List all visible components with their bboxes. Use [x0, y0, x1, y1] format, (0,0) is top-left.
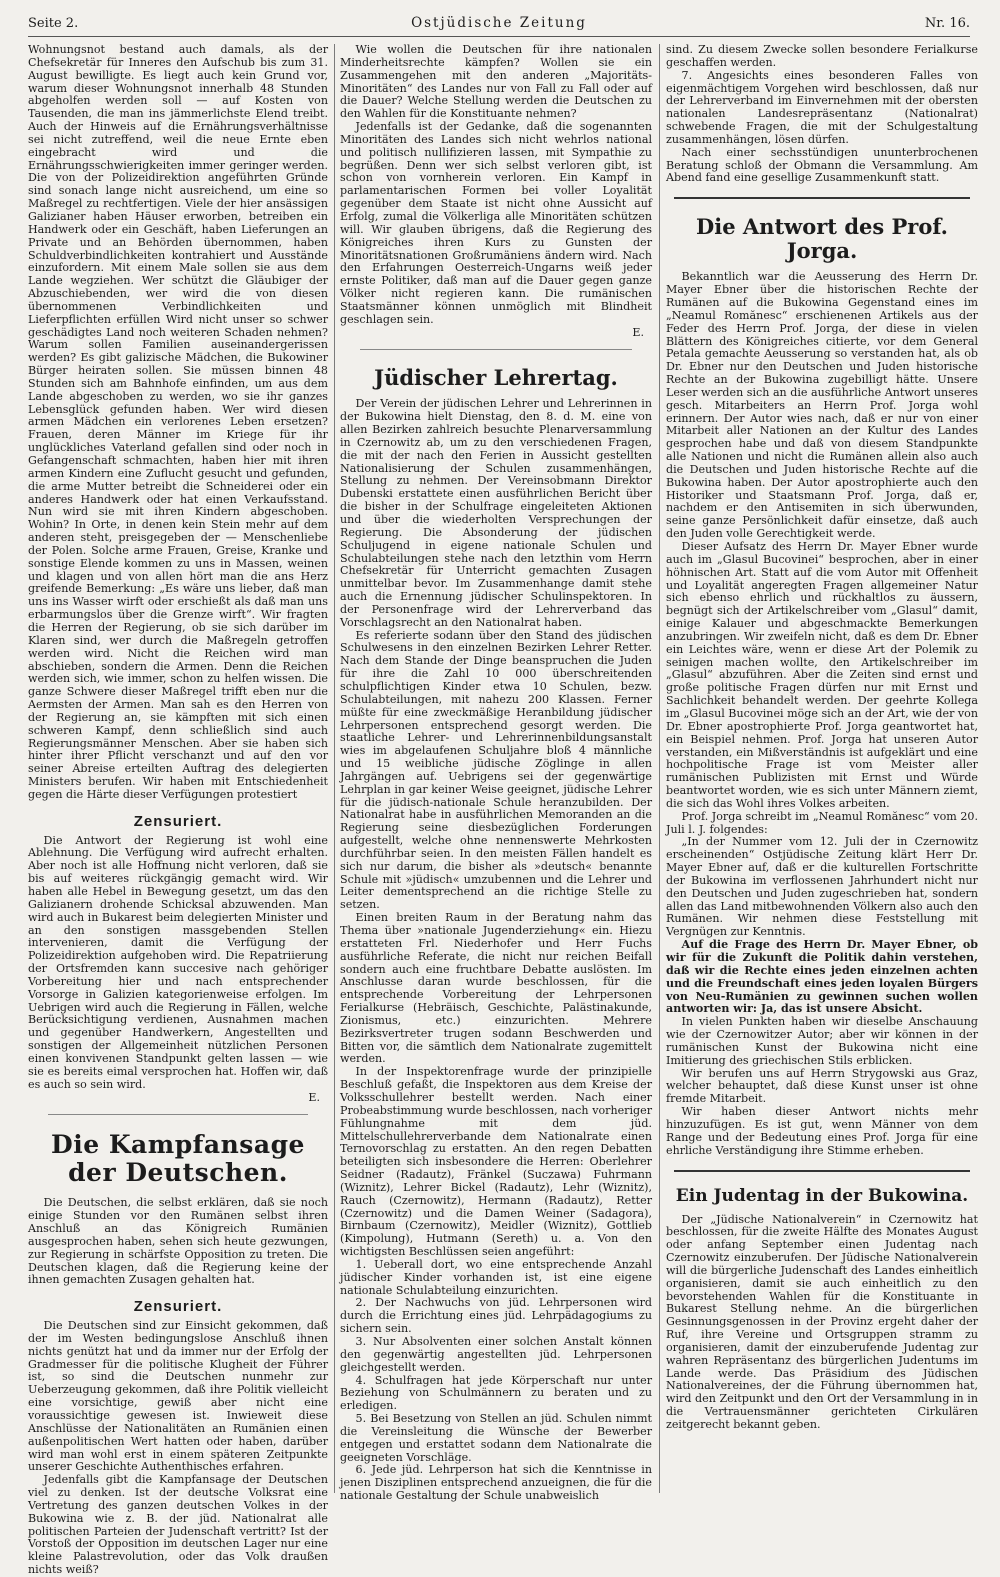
- article-headline: Die Antwort des Prof. Jorga.: [696, 214, 948, 264]
- article-paragraph: Prof. Jorga schreibt im „Neamul Romănesc“ vom 20. Juli l. J. folgendes:: [666, 809, 978, 836]
- article-paragraph: Die Antwort der Regierung ist wohl eine Ablehnung. Die Verfügung wird aufrecht erhalten. Aber noch ist alle Hoffnung nicht verloren, daß sie bis auf weiteres rückgängig gemacht wird. Wir haben alle Hebel in Bewegung gesetzt, um das den Galizianern drohende Schicksal abzuwenden. Man wird auch in Bukarest beim delegierten Minister und an den sonstigen massgebenden Stellen intervenieren, damit die Verfügung der Polizeidirektion aufgehoben wird. Die Repatriierung der Ortsfremden kann succesive nach gehöriger Vorbereitung hier und nach entsprechender Vorsorge in Galizien kategorienweise erfolgen. Im Uebrigen wird auch die Regierung in Fällen, welche Berücksichtigung verdienen, Ausnahmen machen und gegenüber Handwerkern, Angestellten und sonstigen der Allgemeinheit nützlichen Personen einen konvivenen Standpunkt gelten lassen — wie sie es bereits eimal versprochen hat. Hoffen wir, daß es auch so sein wird.: [28, 833, 328, 1091]
- column-3: [666, 44, 978, 1493]
- article-paragraph: Die Deutschen sind zur Einsicht gekommen, daß der im Westen bedingungslose Anschluß ihnen nichts genützt hat und da immer nur der Erfolg der Gradmesser für die politische Klugheit der Führer ist, so sind die Deutschen nunmehr zur Ueberzeugung gekommen, daß ihre Politik vielleicht eine vorsichtige, gewiß aber nicht eine voraussichtige gewesen ist. Inwieweit diese Anschlüsse der Nationalitäten an Rumänien einen außenpolitischen Wert hatten oder haben, darüber wird man wohl erst in einem späteren Zeitpunkte unserer Geschichte Authenthisches erfahren.: [28, 1319, 328, 1474]
- article-paragraph: Bekanntlich war die Aeusserung des Herrn Dr. Mayer Ebner über die historischen Rechte der Rumänen auf die Bukowina Gegenstand eines im „Neamul Romănesc“ erschienenen Artikels aus der Feder des Herrn Prof. Jorga, der diese in vielen Blättern des Königreiches citierte, vor dem General Petala gemachte Aeusserung so verstanden hat, als ob Dr. Ebner nur den Deutschen und Juden historische Rechte an der Bukowina zugebilligt hätte. Unsere Leser werden sich an die ausführliche Antwort unseres gesch. Mitarbeiters an Herrn Prof. Jorga wohl erinnern. Der Autor wies nach, daß er nur von einer Mitarbeit aller Nationen an der Kultur des Landes gesprochen habe und daß von diesem Standpunkte alle Nationen und nicht die Rumänen allein also auch die Deutschen und Juden historische Rechte auf die Bukowina haben. Der Autor apostrophierte auch den Historiker und Staatsmann Prof. Jorga, daß er, nachdem er den Antisemiten in sich überwunden, seine ganze Persönlichkeit dafür einsetze, daß auch den Juden volle Gerechtigkeit werde.: [666, 270, 978, 541]
- article-paragraph: sind. Zu diesem Zwecke sollen besondere Ferialkurse geschaffen werden.: [666, 43, 978, 69]
- article-paragraph: In der Inspektorenfrage wurde der prinzipielle Beschluß gefaßt, die Inspektoren aus dem Kreise der Volksschullehrer bestellt werden. Nach einer Probeabstimmung wurde beschlossen, nach vorheriger Fühlungnahme mit dem jüd. Mittelschullehrerverbande dem Nationalrate einen Ternovorschlag zu erstatten. An den regen Debatten beteiligten sich insbesondere die Herren: Oberlehrer Seidner (Radautz), Fränkel (Suczawa) Fuhrmann (Wiznitz), Lehrer Bickel (Radautz), Lehr (Wiznitz), Rauch (Czernowitz), Hermann (Radautz), Retter (Czernowitz) und die Damen Weiner (Sadagora), Birnbaum (Czernowitz), Meidler (Wiznitz), Gottlieb (Kimpolung), Hutmann (Sereth) u. a. Von den wichtigsten Beschlüssen seien angeführt:: [340, 1065, 652, 1259]
- column-1: [28, 43, 328, 1577]
- article-paragraph: Es referierte sodann über den Stand des jüdischen Schulwesens in den einzelnen Bezirken Lehrer Retter. Nach dem Stande der Dinge beanspruchen die Juden für ihre die Zahl 10 000 überschreitenden schulpflichtigen Kinder etwa 10 Schulen, bezw. Schulabteilungen, mit nahezu 200 Klassen. Ferner müßte für eine zweckmäßige Heranbildung jüdischer Lehrpersonen entsprechend gesorgt werden. Die staatliche Lehrer- und Lehrerinnenbildungsanstalt wies im abgelaufenen Schuljahre bloß 4 männliche und 15 weibliche jüdische Zöglinge in allen Jahrgängen auf. Uebrigens sei der gegenwärtige Lehrplan in gar keiner Weise geeignet, jüdische Lehrer für die jüdisch-nationale Schule heranzubilden. Der Nationalrat habe in ausführlichen Memoranden an die Regierung seine diesbezüglichen Forderungen aufgestellt, welche ohne nennenswerte Mehrkosten durchführbar seien. In den meisten Fällen handelt es sich nur darum, die bisher als »deutsch« benannte Schule mit »jüdisch« umzubennen und die Lehrer und Leiter dementsprechend an die richtige Stelle zu setzen.: [340, 628, 652, 912]
- section-divider: [674, 1170, 970, 1172]
- censored-marker: Zensuriert.: [133, 812, 223, 830]
- newspaper-title: Ostjüdische Zeitung: [411, 15, 587, 31]
- column-divider: [334, 44, 335, 1493]
- quoted-paragraph: „In der Nummer vom 12. Juli der in Czernowitz erscheinenden“ Ostjüdische Zeitung klärt Herr Dr. Mayer Ebner auf, daß er die kulturellen Fortschritte der Bukowina im verflossenen Jahrhundert nicht nur den Deutschen und Juden zugeschrieben hat, sondern allen das Land mitbewohnenden Völkern also auch den Rumänen. Wir nehmen diese Feststellung mit Vergnügen zur Kenntnis.: [666, 835, 978, 939]
- section-divider: [674, 197, 970, 199]
- resolution-item: 6. Jede jüd. Lehrperson hat sich die Kenntnisse in jenen Disziplinen entsprechend anzueignen, die für die nationale Gestaltung der Schule unabweislich: [340, 1463, 652, 1503]
- article-headline: Jüdischer Lehrertag.: [374, 365, 618, 391]
- resolution-item: 1. Ueberall dort, wo eine entsprechende Anzahl jüdischer Kinder vorhanden ist, ist eine eigene nationale Schulabteilung einzurichten.: [340, 1257, 652, 1297]
- article-paragraph: Wohnungsnot bestand auch damals, als der Chefsekretär für Inneres den Aufschub bis zum 31. August bewilligte. Es liegt auch kein Grund vor, warum dieser Wohnungsnot innerhalb 48 Stunden abgeholfen werden soll — auf Kosten von Tausenden, die man ins jämmerlichste Elend treibt. Auch der Hinweis auf die Ernährungsverhältnisse sei nicht zutreffend, weil die neue Ernte eben eingebracht wird und die Ernährungsschwierigkeiten immer geringer werden. Die von der Polizeidirektion angeführten Gründe sind sonach lange nicht ausreichend, um eine so Maßregel zu rechtfertigen. Viele der hier ansässigen Galizianer haben Häuser erworben, betreiben ein Handwerk oder ein Geschäft, haben Lieferungen an Private und an Behörden übernommen, haben Schuldverbindlichkeiten kontrahiert und Ausstände einzufordern. Mit einem Male sollen sie aus dem Lande wegziehen. Wer schützt die Gläubiger der Abzuschiebenden, wer wird die von diesen übernommenen Verbindlichkeiten und Lieferpflichten erfüllen Wird nicht unser so schwer geschädigtes Land noch weiteren Schaden nehmen? Warum sollen Familien auseinandergerissen werden? Es gibt galizische Mädchen, die Bukowiner Bürger heiraten sollen. Sie müssen binnen 48 Stunden sich am Bahnhofe einfinden, um aus dem Lande abgeschoben zu werden, wo sie ihr ganzes Lebensglück gefunden haben. Wer wird diesen armen Mädchen ein verlorenes Leben ersetzen? Frauen, deren Männer im Kriege für ihr unglückliches Vaterland gefallen sind oder noch in Gefangenschaft schmachten, haben hier mit ihren armen Kindern eine Zuflucht gesucht und gefunden, die arme Mutter betreibt die Schneiderei oder ein anderes Handwerk oder hat einen Verkaufsstand. Nun wird sie mit ihren Kindern abgeschoben. Wohin? In Orte, in denen kein Stein mehr auf dem anderen steht, preisgegeben der — Menschenliebe der Polen. Solche arme Frauen, Greise, Kranke und sonstige Elende kommen zu uns in Massen, weinen und klagen und von allen hört man die ans Herz greifende Bemerkung: „Es wäre uns lieber, daß man uns ins Wasser wirft oder erschießt als daß man uns erbarmungslos über die Grenze wirft“. Wir fragten die Herren der Regierung, ob sie sich darüber im Klaren sind, wer durch die Maßregeln getroffen werden wird. Nicht die Reichen wird man abschieben, sondern die Armen. Denn die Reichen werden sich, wie immer, schon zu helfen wissen. Die ganze Schwere dieser Maßregel trifft eben nur die Aermsten der Armen. Man sah es den Herren von der Regierung an, sie kämpften mit sich einen schweren Kampf, denn schließlich sind auch Regierungsmänner Menschen. Aber sie haben sich hinter ihrer Pflicht verschanzt und auf den vor seiner Abreise erteilten Auftrag des delegierten Ministers berufen. Wir haben mit Entschiedenheit gegen die Härte dieser Verfügungen protestiert: [28, 43, 328, 801]
- issue-number: Nr. 16.: [924, 16, 970, 31]
- article-paragraph: Jedenfalls ist der Gedanke, daß die sogenannten Minoritäten des Landes sich nicht wehrlos national und politisch nullifizieren lassen, mit Sympathie zu begrüßen. Denn wer sich selbst verloren gibt, ist schon von vornherein verloren. Ein Kampf in parlamentarischen Formen bei voller Loyalität gegenüber dem Staate ist nicht ohne Aussicht auf Erfolg, zumal die Völkerliga alle Minoritäten schützen will. Wir glauben übrigens, daß die Regierung des Königreiches ihren Kurs zu Gunsten der Minoritätsnationen Großrumäniens ändern wird. Nach den Erfahrungen Oesterreich-Ungarns weiß jeder ernste Politiker, daß man auf die Dauer gegen ganze Völker nicht regieren kann. Die rumänischen Staatsmänner können unmöglich mit Blindheit geschlagen sein.: [340, 120, 652, 326]
- column-divider: [659, 44, 660, 1493]
- article-paragraph: Einen breiten Raum in der Beratung nahm das Thema über »nationale Jugenderziehung« ein. Hiezu erstatteten Frl. Niederhofer und Herr Fuchs ausführliche Referate, die nicht nur reichen Beifall sondern auch eine fruchtbare Debatte auslösten. Im Anschlusse daran wurde beschlossen, für die entsprechende Vorbereitung der Lehrpersonen Ferialkurse (Hebräisch, Geschichte, Palästinakunde, Zionismus, etc.) einzurichten. Mehrere Bezirksvertreter trugen sodann Beschwerden und Bitten vor, die sämtlich dem Nationalrate zugemittelt werden.: [340, 911, 652, 1066]
- resolution-item: 4. Schulfragen hat jede Körperschaft nur unter Beziehung von Schulmännern zu beraten und zu erledigen.: [340, 1373, 652, 1413]
- author-signature: E.: [632, 325, 644, 339]
- resolution-item: 2. Der Nachwuchs von jüd. Lehrpersonen wird durch die Errichtung eines jüd. Lehrpädagogiums zu sichern sein.: [340, 1296, 652, 1336]
- page-number: Seite 2.: [28, 16, 79, 31]
- page-header: [28, 14, 970, 37]
- author-signature: E.: [308, 1090, 320, 1104]
- section-divider: [360, 349, 632, 350]
- censored-marker: Zensuriert.: [133, 1298, 223, 1316]
- article-paragraph: Dieser Aufsatz des Herrn Dr. Mayer Ebner wurde auch im „Glasul Bucovinei“ besprochen, aber in einer höhnischen Art. Statt auf die vom Autor mit Offenheit und Loyalität angeregten Fragen allgemeiner Natur sich ebenso ehrlich und rückhaltlos zu äussern, begnügt sich der Artikelschreiber vom „Glasul“ damit, einige Kalauer und abgeschmackte Bemerkungen anzubringen. Wir zweifeln nicht, daß es dem Dr. Ebner ein Leichtes wäre, wenn er diese Art der Polemik zu seinigen machen wollte, den Artikelschreiber im „Glasul“ abzuführen. Aber die Zeiten sind ernst und große politische Fragen dürfen nur mit Ernst und Sachlichkeit behandelt werden. Der geehrte Kollega im „Glasul Bucovinei möge sich an der Art, wie der von Dr. Ebner apostrophierte Prof. Jorga geantwortet hat, ein Beispiel nehmen. Prof. Jorga hat unseren Autor verstanden, ein Mißverständnis ist aufgeklärt und eine hochpolitische Frage ist vom Meister aller rumänischen Publizisten mit Ernst und Würde beantwortet worden, wie es sich unter Männern ziemt, die sich das Wohl ihres Volkes arbeiten.: [666, 540, 978, 810]
- article-paragraph: Wie wollen die Deutschen für ihre nationalen Minderheitsrechte kämpfen? Wollen sie ein Zusammengehen mit den anderen „Majoritäts-Minoritäten“ des Landes nur von Fall zu Fall oder auf die Dauer? Welche Stellung werden die Deutschen zu den Wahlen für die Konstituante nehmen?: [340, 43, 652, 121]
- resolution-item: 7. Angesichts eines besonderen Falles von eigenmächtigem Vorgehen wird beschlossen, daß nur der Lehrerverband im Einvernehmen mit der obersten nationalen Landesrepräsentanz (Nationalrat) schwebende Fragen, die mit der Schulgestaltung zusammenhängen, lösen dürfen.: [666, 68, 978, 146]
- article-paragraph: Der „Jüdische Nationalverein“ in Czernowitz hat beschlossen, für die zweite Hälfte des Monates August oder anfang September einen Judentag nach Czernowitz einzuberufen. Der Jüdische Nationalverein will die bürgerliche Judenschaft des Landes einheitlich organisieren, damit sie auch einheitlich zu den bevorstehenden Wahlen für die Konstituante in Bukarest Stellung nehme. An die bürgerlichen Gesinnungsgenossen in der Provinz ergeht daher der Ruf, ihre Vereine und Ortsgruppen stramm zu organisieren, damit der einzuberufende Judentag zur wahren Repräsentanz des bürgerlichen Judentums im Lande werde. Das Präsidium des Jüdischen Nationalvereines, der die Führung übernommen hat, wird den Zeitpunkt und den Ort der Versammlung in in die Vertrauensmänner gerichteten Cirkulären zeitgerecht bekannt geben.: [666, 1212, 978, 1431]
- quoted-paragraph: Auf die Frage des Herrn Dr. Mayer Ebner, ob wir für die Zukunft die Politik dahin verstehen, daß wir die Rechte eines jeden einzelnen achten und die Freundschaft eines jeden loyalen Bürgers von Neu-Rumänien zu gewinnen suchen wollen antworten wir: Ja, das ist unsere Absicht.: [666, 938, 978, 1016]
- article-paragraph: Wir haben dieser Antwort nichts mehr hinzuzufügen. Es ist gut, wenn Männer von dem Range und der Bedeutung eines Prof. Jorga für eine ehrliche Verständigung ihre Stimme erheben.: [666, 1105, 978, 1157]
- quoted-paragraph: Wir berufen uns auf Herrn Strygowski aus Graz, welcher behauptet, daß diese Kunst unser ist ohne fremde Mitarbeit.: [666, 1066, 978, 1106]
- article-headline: Ein Judentag in der Bukowina.: [675, 1185, 969, 1206]
- section-divider: [48, 1114, 308, 1115]
- article-headline: Die Kampfansage der Deutschen.: [51, 1130, 305, 1188]
- quoted-paragraph: In vielen Punkten haben wir dieselbe Anschauung wie der Czernowitzer Autor; aber wir können in der rumänischen Kunst der Bukowina nicht eine Imitierung des griechischen Stils erblicken.: [666, 1015, 978, 1067]
- article-paragraph: Die Deutschen, die selbst erklären, daß sie noch einige Stunden vor den Rumänen selbst ihren Anschluß an das Königreich Rumänien ausgesprochen haben, sehen sich heute gezwungen, zur Regierung in schärfste Opposition zu treten. Die Deutschen klagen, daß die Regierung keine der ihnen gemachten Zusagen gehalten hat.: [28, 1196, 328, 1287]
- article-paragraph: Der Verein der jüdischen Lehrer und Lehrerinnen in der Bukowina hielt Dienstag, den 8. d. M. eine von allen Bezirken zahlreich besuchte Plenarversammlung in Czernowitz ab, um zu den verschiedenen Fragen, die mit der nach den Ferien in Aussicht gestellten Nationalisierung der Schulen zusammenhängen, Stellung zu nehmen. Der Vereinsobmann Direktor Dubenski erstattete einen ausführlichen Bericht über die bisher in der Schulfrage eingeleiteten Aktionen und über die wiederholten Versprechungen der Regierung. Die Absonderung der jüdischen Schuljugend in eigene nationale Schulen und Schulabteilungen stehe nach den letzthin vom Herrn Chefsekretär für Unterricht gemachten Zusagen unmittelbar bevor. Im Zusammenhange damit stehe auch die Ernennung jüdischer Schulinspektoren. In der Personenfrage wird der Lehrerverband das Vorschlagsrecht an den Nationalrat haben.: [340, 397, 652, 629]
- column-2: [340, 43, 652, 1503]
- resolution-item: 5. Bei Besetzung von Stellen an jüd. Schulen nimmt die Vereinsleitung die Wünsche der Bewerber entgegen und erstattet sodann dem Nationalrate die geeigneten Vorschläge.: [340, 1412, 652, 1464]
- article-paragraph: Nach einer sechsstündigen ununterbrochenen Beratung schloß der Obmann die Versammlung. Am Abend fand eine gesellige Zusammenkunft statt.: [666, 145, 978, 185]
- resolution-item: 3. Nur Absolventen einer solchen Anstalt können den gegenwärtig angestellten jüd. Lehrpersonen gleichgestellt werden.: [340, 1335, 652, 1374]
- article-paragraph: Jedenfalls gibt die Kampfansage der Deutschen viel zu denken. Ist der deutsche Volksrat eine Vertretung des ganzen deutschen Volkes in der Bukowina wie z. B. der jüd. Nationalrat alle politischen Parteien der Judenschaft vertritt? Ist der Vorstoß der Opposition im deutschen Lager nur eine kleine Palastrevolution, oder das Volk draußen nichts weiß?: [28, 1473, 328, 1577]
